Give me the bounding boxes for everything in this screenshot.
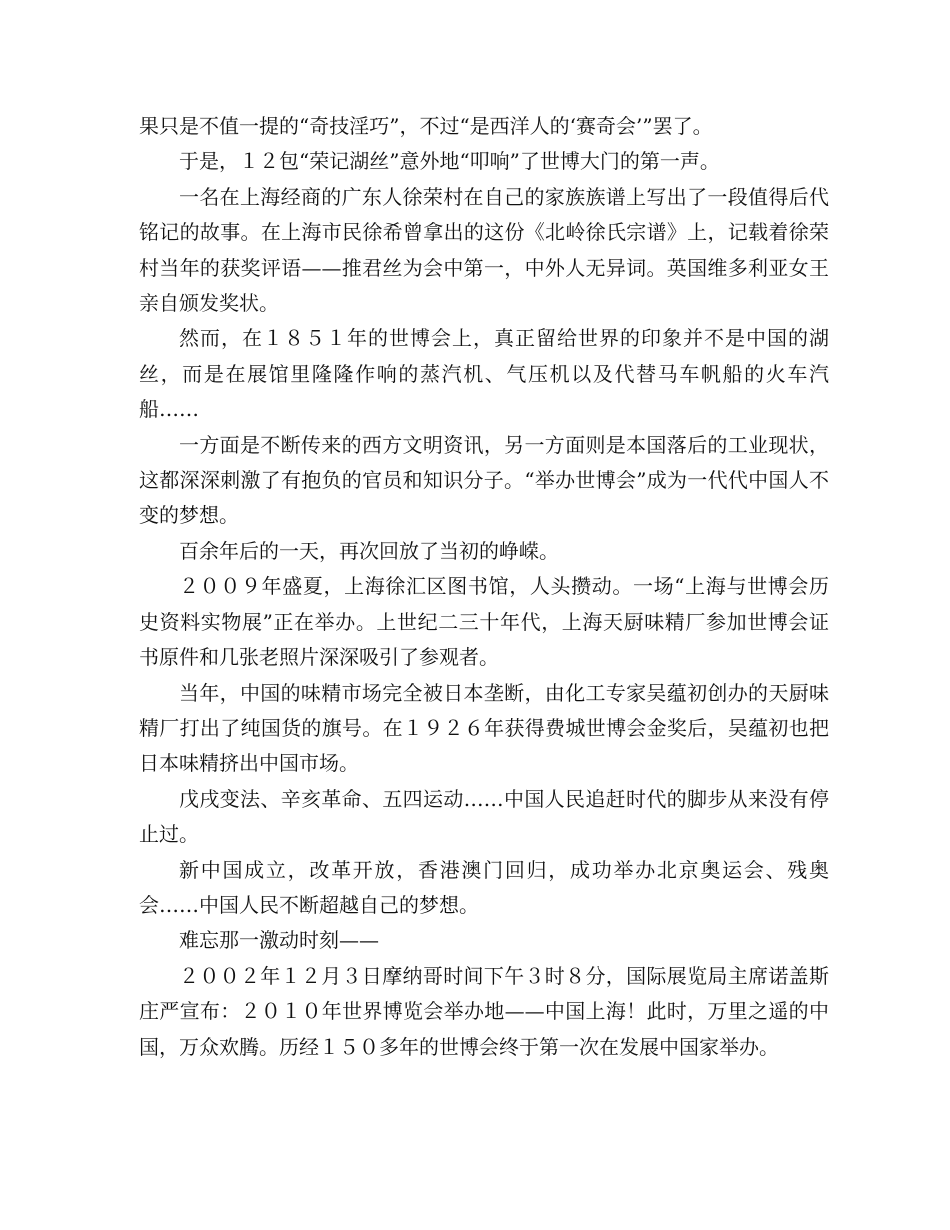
paragraph: 一名在上海经商的广东人徐荣村在自己的家族族谱上写出了一段值得后代铭记的故事。在上海市民徐希曾拿出的这份《北岭徐氏宗谱》上，记载着徐荣村当年的获奖评语——推君丝为会中第一，中外人无异词。英国维多利亚女王亲自颁发奖状。 (139, 184, 829, 316)
paragraph: ２００２年１２月３日摩纳哥时间下午３时８分，国际展览局主席诺盖斯庄严宣布：２０１０年世界博览会举办地——中国上海！此时，万里之遥的中国，万众欢腾。历经１５０多年的世博会终于第一次在发展中国家举办。 (139, 963, 829, 1059)
paragraph: 难忘那一激动时刻—— (179, 928, 379, 953)
paragraph: 于是，１２包“荣记湖丝”意外地“叩响”了世博大门的第一声。 (179, 149, 720, 174)
paragraph: 一方面是不断传来的西方文明资讯，另一方面则是本国落后的工业现状，这都深深刺激了有抱负的官员和知识分子。“举办世博会”成为一代代中国人不变的梦想。 (139, 432, 829, 528)
paragraph: 戊戌变法、辛亥革命、五四运动……中国人民追赶时代的脚步从来没有停止过。 (139, 786, 829, 847)
paragraph: 新中国成立，改革开放，香港澳门回归，成功举办北京奥运会、残奥会……中国人民不断超越自己的梦想。 (139, 857, 829, 917)
document-body (139, 109, 829, 1065)
paragraph: ２００９年盛夏，上海徐汇区图书馆，人头攒动。一场“上海与世博会历史资料实物展”正在举办。上世纪二三十年代，上海天厨味精厂参加世博会证书原件和几张老照片深深吸引了参观者。 (139, 574, 829, 670)
paragraph: 百余年后的一天，再次回放了当初的峥嵘。 (179, 538, 559, 563)
paragraph: 然而，在１８５１年的世博会上，真正留给世界的印象并不是中国的湖丝，而是在展馆里隆隆作响的蒸汽机、气压机以及代替马车帆船的火车汽船…… (139, 326, 829, 422)
paragraph: 果只是不值一提的“奇技淫巧”，不过“是西洋人的‘赛奇会’”罢了。 (139, 114, 713, 138)
paragraph: 当年，中国的味精市场完全被日本垄断，由化工专家吴蕴初创办的天厨味精厂打出了纯国货的旗号。在１９２６年获得费城世博会金奖后，吴蕴初也把日本味精挤出中国市场。 (139, 680, 829, 776)
